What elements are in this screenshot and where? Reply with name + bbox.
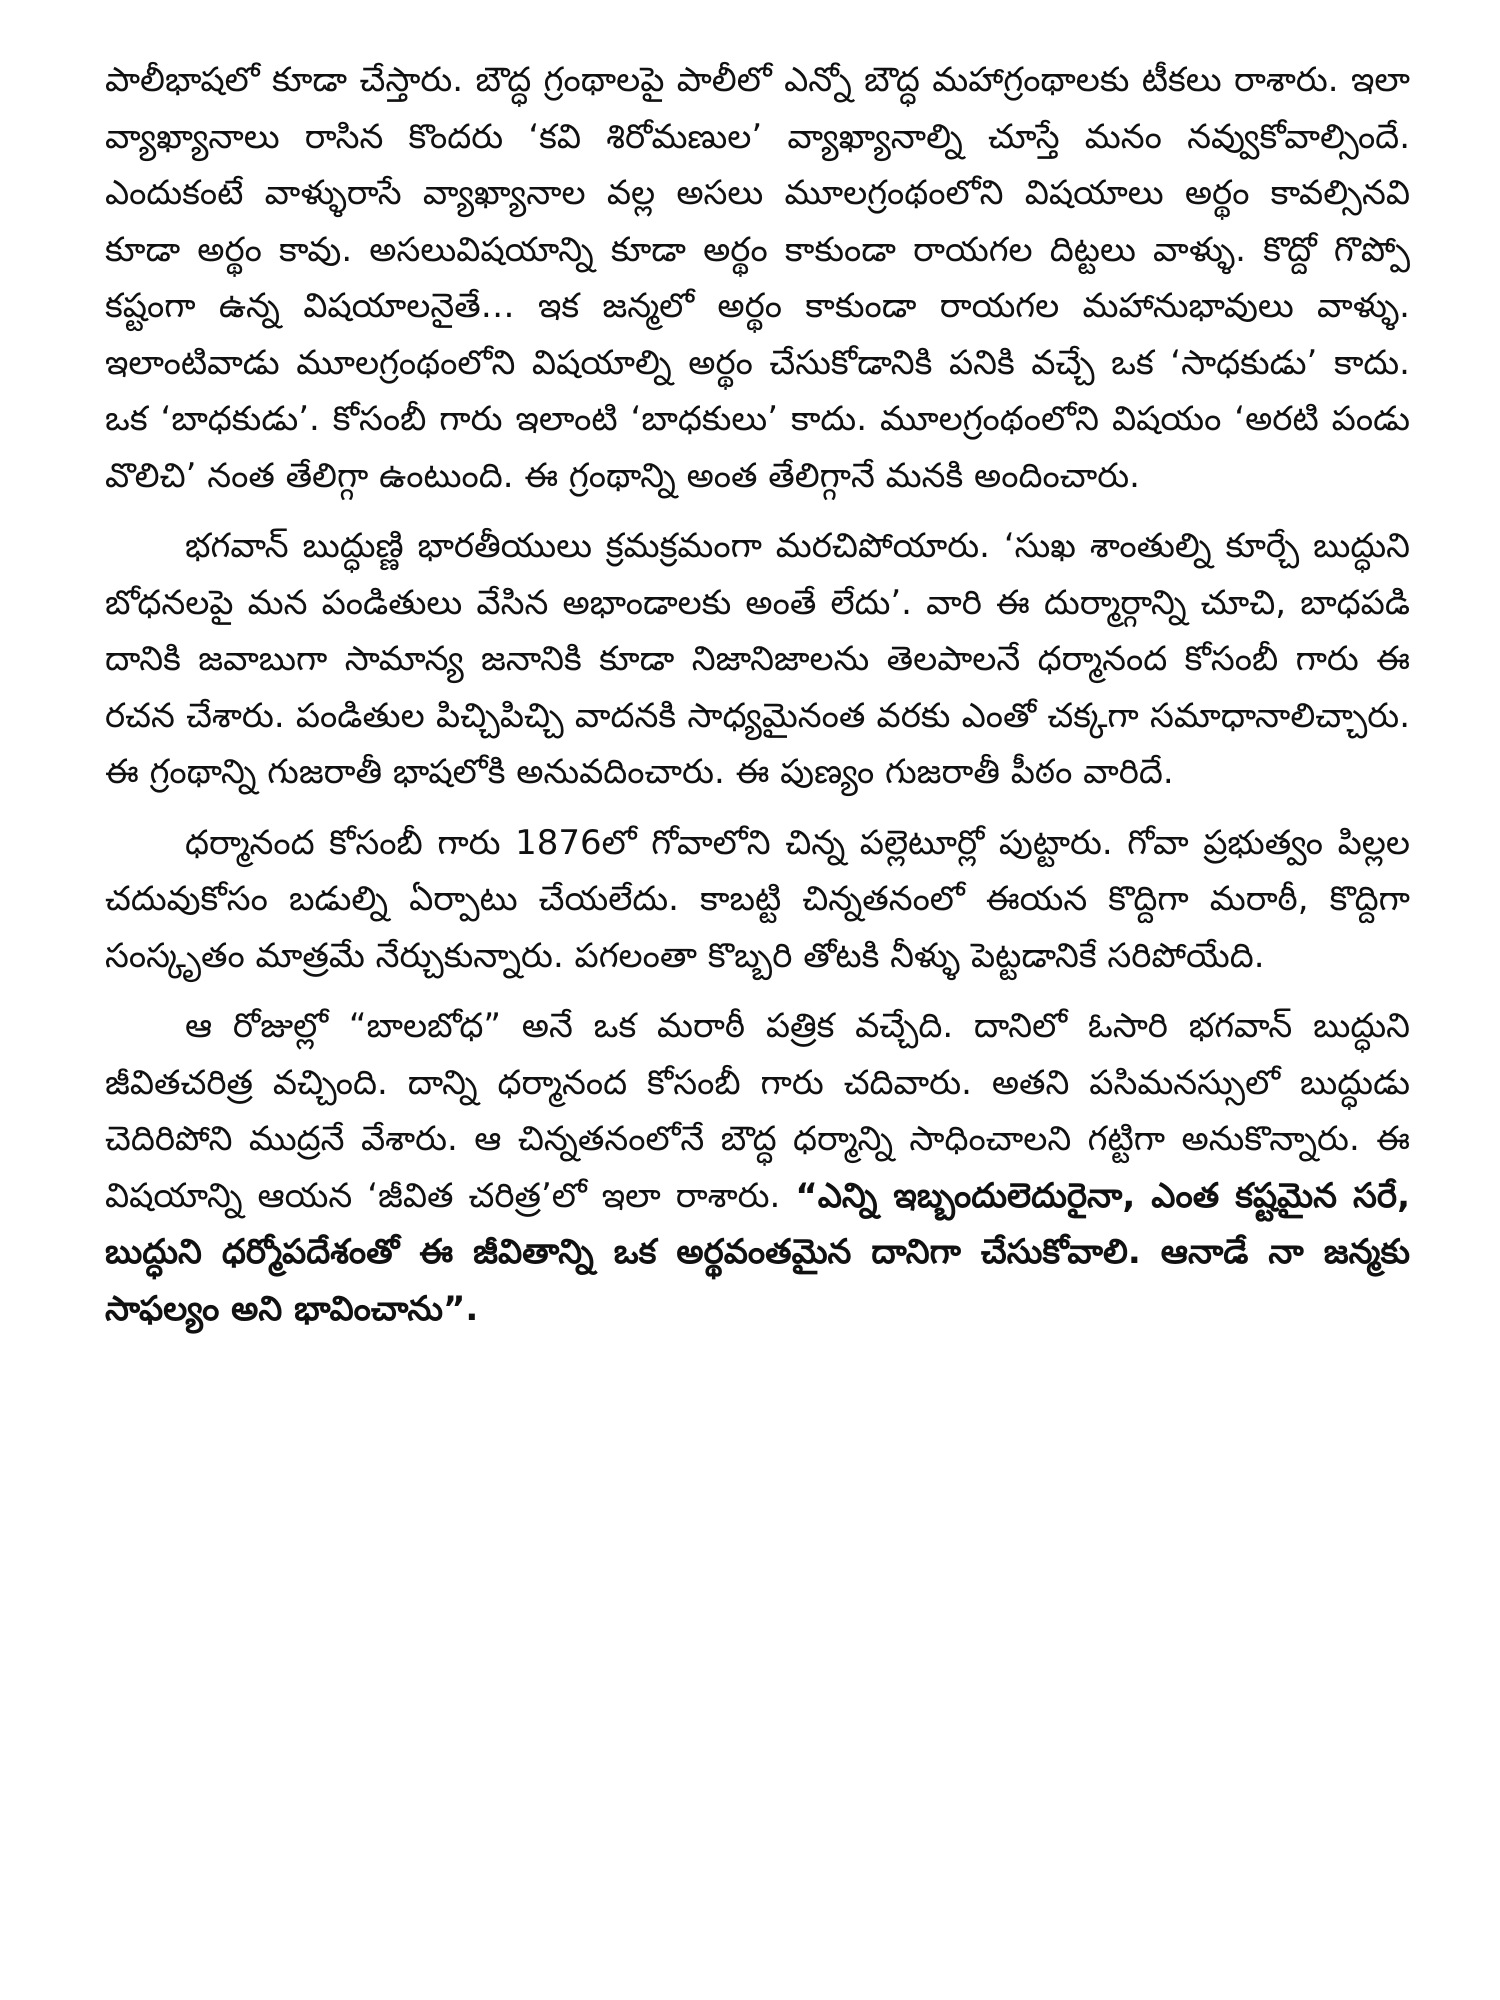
paragraph-4-quote: “ఎన్ని ఇబ్బందులెదురైనా, ఎంత కష్టమైన సరే, బుద్ధుని ధర్మోపదేశంతో ఈ జీవితాన్ని ఒక అర్థవంతమైన దానిగా చేసుకోవాలి. ఆనాడే నా జన్మకు సాఫల్యం అని భావించాను”. xyxy=(105,1175,1411,1329)
paragraph-2: భగవాన్ బుద్ధుణ్ణి భారతీయులు క్రమక్రమంగా మరచిపోయారు. ‘సుఖ శాంతుల్ని కూర్చే బుద్ధుని బోధనలపై మన పండితులు వేసిన అభాండాలకు అంతే లేదు’. వారి ఈ దుర్మార్గాన్ని చూచి, బాధపడి దానికి జవాబుగా సామాన్య జనానికి కూడా నిజానిజాలను తెలపాలనే ధర్మానంద కోసంబీ గారు ఈ రచన చేశారు. పండితుల పిచ్చిపిచ్చి వాదనకి సాధ్యమైనంత వరకు ఎంతో చక్కగా సమాధానాలిచ్చారు. ఈ గ్రంథాన్ని గుజరాతీ భాషలోకి అనువదించారు. ఈ పుణ్యం గుజరాతీ పీఠం వారిదే. xyxy=(105,526,1410,792)
paragraph-4 xyxy=(105,998,1410,1337)
document-body xyxy=(105,52,1410,1351)
paragraph-1: పాలీభాషలో కూడా చేస్తారు. బౌద్ధ గ్రంథాలపై పాలీలో ఎన్నో బౌద్ధ మహాగ్రంథాలకు టీకలు రాశారు. ఇలా వ్యాఖ్యానాలు రాసిన కొందరు ‘కవి శిరోమణుల’ వ్యాఖ్యానాల్ని చూస్తే మనం నవ్వుకోవాల్సిందే. ఎందుకంటే వాళ్ళురాసే వ్యాఖ్యానాల వల్ల అసలు మూలగ్రంథంలోని విషయాలు అర్థం కావల్సినవి కూడా అర్థం కావు. అసలువిషయాన్ని కూడా అర్థం కాకుండా రాయగల దిట్టలు వాళ్ళు. కొద్దో గొప్పో కష్టంగా ఉన్న విషయాలనైతే… ఇక జన్మలో అర్థం కాకుండా రాయగల మహానుభావులు వాళ్ళు. ఇలాంటివాడు మూలగ్రంథంలోని విషయాల్ని అర్థం చేసుకోడానికి పనికి వచ్చే ఒక ‘సాధకుడు’ కాదు. ఒక ‘బాధకుడు’. కోసంబీ గారు ఇలాంటి ‘బాధకులు’ కాదు. మూలగ్రంథంలోని విషయం ‘అరటి పండు వొలిచి’ నంత తేలిగ్గా ఉంటుంది. ఈ గ్రంథాన్ని అంత తేలిగ్గానే మనకి అందించారు. xyxy=(105,60,1410,496)
paragraph-4-text: ఆ రోజుల్లో “బాలబోధ” అనే ఒక మరాఠీ పత్రిక వచ్చేది. దానిలో ఓసారి భగవాన్ బుద్ధుని జీవితచరిత్ర వచ్చింది. దాన్ని ధర్మానంద కోసంబీ గారు చదివారు. అతని పసిమనస్సులో బుద్ధుడు చెదిరిపోని ముద్రనే వేశారు. ఆ చిన్నతనంలోనే బౌద్ధ ధర్మాన్ని సాధించాలని గట్టిగా అనుకొన్నారు. ఈ విషయాన్ని ఆయన ‘జీవిత చరిత్ర’లో ఇలా రాశారు. xyxy=(105,1006,1410,1216)
paragraph-3: ధర్మానంద కోసంబీ గారు 1876లో గోవాలోని చిన్న పల్లెటూర్లో పుట్టారు. గోవా ప్రభుత్వం పిల్లల చదువుకోసం బడుల్ని ఏర్పాటు చేయలేదు. కాబట్టి చిన్నతనంలో ఈయన కొద్దిగా మరాఠీ, కొద్దిగా సంస్కృతం మాత్రమే నేర్చుకున్నారు. పగలంతా కొబ్బరి తోటకి నీళ్ళు పెట్టడానికే సరిపోయేది. xyxy=(105,822,1410,976)
